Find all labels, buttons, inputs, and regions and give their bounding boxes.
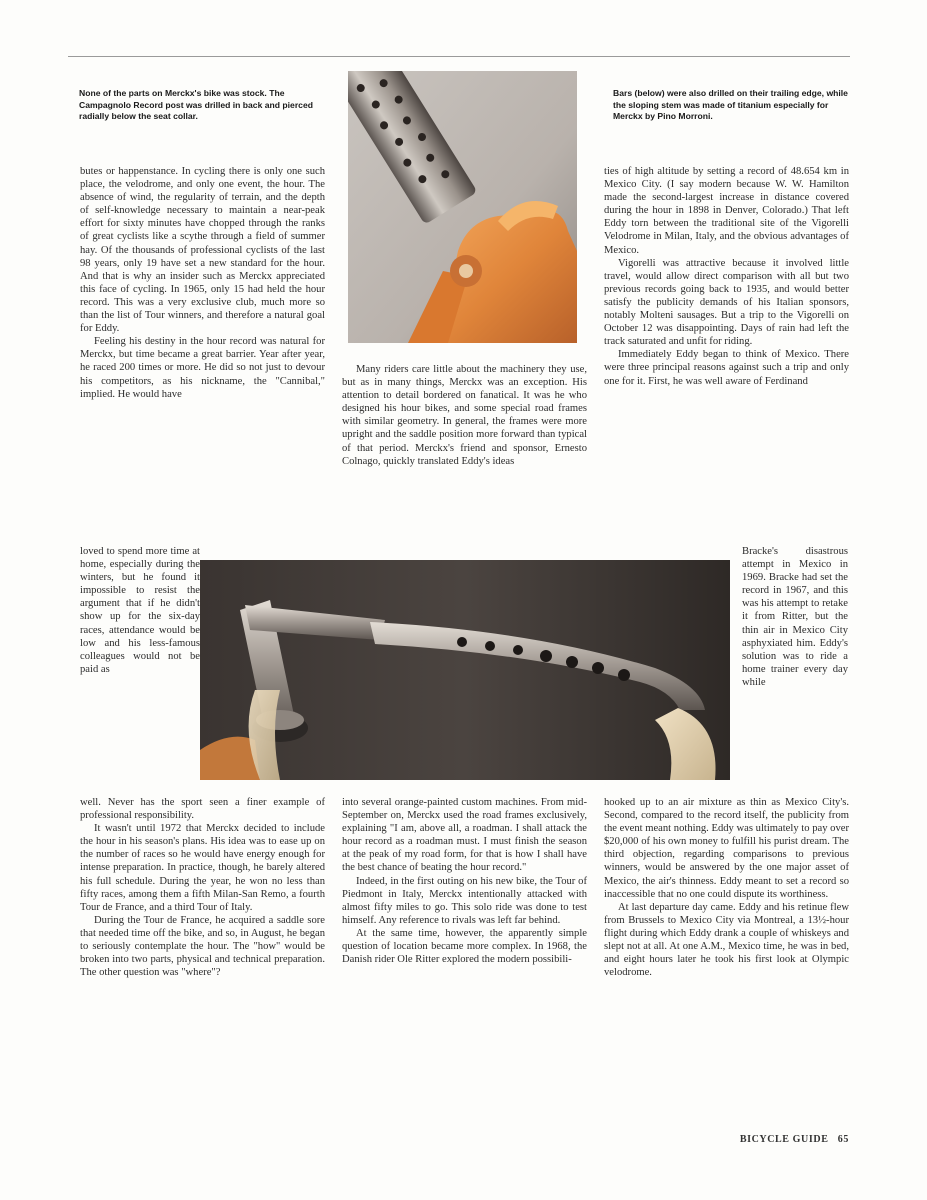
paragraph: Indeed, in the first outing on his new bike, the Tour of Piedmont in Italy, Merckx intentionally attacked with almost fifty miles to go. This solo ride was done to test himself. Any reference to rivals was left far behind. bbox=[342, 875, 587, 926]
paragraph: It wasn't until 1972 that Merckx decided to include the hour in his season's plans. His idea was to ease up on the number of races so he would have energy enough for intense preparation. In practice, though, he barely altered his full schedule. During the year, he won no less than fifty races, among them a fifth Milan-San Remo, a fourth Tour de France, and a third Tour of Italy. bbox=[80, 823, 325, 913]
column-3-wrap: Bracke's disastrous attempt in Mexico in 1969. Bracke had set the record in 1967, and this was his attempt to retake it from Ritter, but the thin air in Mexico City asphyxiated him. Eddy's solution was to ride a home trainer every day while bbox=[742, 546, 848, 688]
paragraph: hooked up to an air mixture as thin as Mexico City's. Second, compared to the record itself, the publicity from the event meant nothing. Eddy was ultimately to pay over $20,000 of his own money to fulfill his purist dream. The third objection, regarding comparisons to previous winners, would be answered by the one major asset of Mexico, the air's thinness. Eddy meant to set a record so inaccessible that no one could dispute its worthiness. bbox=[604, 797, 849, 900]
seatpost-photo bbox=[348, 71, 577, 343]
paragraph: into several orange-painted custom machines. From mid-September on, Merckx used the road frames exclusively, explaining "I am, above all, a roadman. I shall attack the hour record as a roadman must. I must finish the season at the peak of my road form, for that is how I shall have the best chance of beating the hour record." bbox=[342, 797, 587, 874]
publication-name: BICYCLE GUIDE bbox=[739, 1134, 829, 1145]
page-number: 65 bbox=[837, 1134, 849, 1145]
paragraph: Immediately Eddy began to think of Mexico. There were three principal reasons against such a trip and only one for it. First, he was well aware of Ferdinand bbox=[604, 349, 849, 387]
page-footer bbox=[740, 1134, 849, 1145]
paragraph: At last departure day came. Eddy and his retinue flew from Brussels to Mexico City via Montreal, a 13½-hour flight during which Eddy drank a couple of whiskeys and slept not at all. At one A.M., Mexico time, he was in bed, and eight hours later he took his first look at Olympic velodrome. bbox=[604, 901, 849, 979]
column-3-top bbox=[604, 165, 849, 388]
paragraph: Feeling his destiny in the hour record was natural for Merckx, but time became a great barrier. Year after year, he raced 200 times or more. He did so not just to devour his competitors, as his nickname, the "Cannibal," implied. He would have bbox=[80, 336, 325, 400]
column-1-top bbox=[80, 165, 325, 401]
paragraph: Many riders care little about the machinery they use, but as in many things, Merckx was an exception. His attention to detail bordered on fanatical. It was he who designed his hour bikes, and some special road frames with similar geometry. In general, the frames were more upright and the saddle position more forward than typical of that period. Merckx's friend and sponsor, Ernesto Colnago, quickly translated Eddy's ideas bbox=[342, 364, 587, 467]
paragraph: Vigorelli was attractive because it involved little travel, would allow direct comparison with all but two previous records going back to 1935, and would better satisfy the publicity demands of his Italian sponsors, notably Molteni sausages. But a trip to the Vigorelli on October 12 was disappointing. Days of rain had left the track saturated and unfit for riding. bbox=[604, 257, 849, 348]
paragraph: At the same time, however, the apparently simple question of location became more complex. In 1968, the Danish rider Ole Ritter explored the modern possibili- bbox=[342, 927, 587, 966]
column-1-bottom bbox=[80, 796, 325, 979]
handlebar-photo bbox=[200, 560, 730, 780]
paragraph: butes or happenstance. In cycling there is only one such place, the velodrome, and only one event, the hour. The absence of wind, the regularity of terrain, and the depth of self-knowledge necessary to maintain a near-peak effort for sixty minutes have chopped through the ranks of great cyclists like a scythe through a field of summer hay. Of the thousands of professional cyclists of the last 98 years, only 19 have set a new standard for the hour. And that is why an insider such as Merckx appreciated this face of cycling. In 1965, only 15 had held the hour record. This was a very exclusive club, much more so than the list of Tour winners, and therefore a natural goal for Eddy. bbox=[80, 166, 325, 335]
top-rule bbox=[68, 56, 850, 57]
column-2-top bbox=[342, 363, 587, 468]
column-1-wrap: loved to spend more time at home, especially during the winters, but he found it impossible to resist the argument that if he didn't show up for the six-day races, attendance would be low and his less-famous colleagues would not be paid as bbox=[80, 546, 200, 675]
paragraph: well. Never has the sport seen a finer example of professional responsibility. bbox=[80, 797, 325, 822]
caption-left: None of the parts on Merckx's bike was stock. The Campagnolo Record post was drilled in back and pierced radially below the seat collar. bbox=[79, 88, 313, 121]
caption-right: Bars (below) were also drilled on their trailing edge, while the sloping stem was made of titanium especially for Merckx by Pino Morroni. bbox=[613, 88, 848, 121]
paragraph: ties of high altitude by setting a record of 48.654 km in Mexico City. (I say modern because W. W. Hamilton made the second-largest increase in distance covered during the hour in 1898 in Denver, Colorado.) That left Eddy torn between the traditional site of the Vigorelli Velodrome in Milan, Italy, and the obvious advantages of Mexico. bbox=[604, 166, 849, 256]
column-2-bottom bbox=[342, 796, 587, 966]
paragraph: During the Tour de France, he acquired a saddle sore that needed time off the bike, and so, in August, he began to seriously contemplate the hour. The "how" would be broken into two parts, physical and technical preparation. The other question was "where"? bbox=[80, 914, 325, 979]
column-3-bottom bbox=[604, 796, 849, 979]
